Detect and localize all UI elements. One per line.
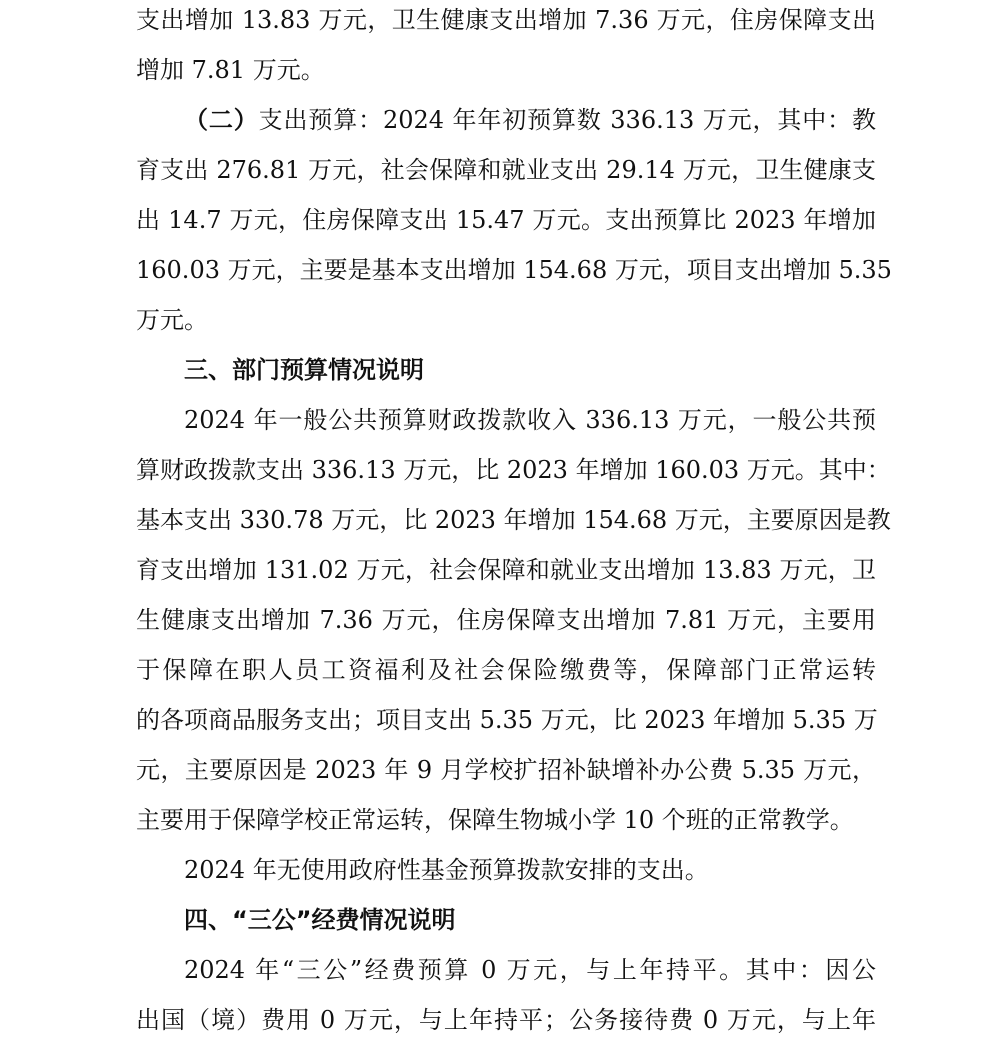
paragraph-line: 主要用于保障学校正常运转，保障生物城小学 10 个班的正常教学。 xyxy=(136,806,854,834)
section-heading: 四、“三公”经费情况说明 xyxy=(184,906,456,934)
subsection-line xyxy=(184,102,876,138)
subsection-label: （二） xyxy=(184,106,259,134)
paragraph-line: 算财政拨款支出 336.13 万元，比 2023 年增加 160.03 万元。其中： xyxy=(136,456,891,484)
paragraph-line: 2024 年无使用政府性基金预算拨款安排的支出。 xyxy=(184,856,709,884)
paragraph-line: 育支出增加 131.02 万元，社会保障和就业支出增加 13.83 万元，卫 xyxy=(136,556,876,584)
paragraph-line: 元，主要原因是 2023 年 9 月学校扩招补缺增补办公费 5.35 万元， xyxy=(136,756,876,784)
section-heading: 三、部门预算情况说明 xyxy=(184,356,424,384)
paragraph-line: 育支出 276.81 万元，社会保障和就业支出 29.14 万元，卫生健康支 xyxy=(136,156,876,184)
paragraph-line: 万元。 xyxy=(136,306,208,334)
paragraph-line: 160.03 万元，主要是基本支出增加 154.68 万元，项目支出增加 5.35 xyxy=(136,256,892,284)
paragraph-line: 生健康支出增加 7.36 万元，住房保障支出增加 7.81 万元，主要用 xyxy=(136,606,876,634)
paragraph-line: 基本支出 330.78 万元，比 2023 年增加 154.68 万元，主要原因是教 xyxy=(136,506,891,534)
paragraph-line: 2024 年一般公共预算财政拨款收入 336.13 万元，一般公共预 xyxy=(184,406,876,434)
subsection-text: 支出预算：2024 年年初预算数 336.13 万元，其中：教 xyxy=(258,106,876,134)
paragraph-line: 出国（境）费用 0 万元，与上年持平；公务接待费 0 万元，与上年 xyxy=(136,1006,876,1034)
paragraph-line: 2024 年“三公”经费预算 0 万元，与上年持平。其中：因公 xyxy=(184,956,876,984)
paragraph-line: 出 14.7 万元，住房保障支出 15.47 万元。支出预算比 2023 年增加 xyxy=(136,206,876,234)
paragraph-line: 的各项商品服务支出；项目支出 5.35 万元，比 2023 年增加 5.35 万 xyxy=(136,706,878,734)
paragraph-line: 于保障在职人员工资福利及社会保险缴费等，保障部门正常运转 xyxy=(136,656,876,684)
paragraph-line: 增加 7.81 万元。 xyxy=(136,56,325,84)
paragraph-line: 支出增加 13.83 万元，卫生健康支出增加 7.36 万元，住房保障支出 xyxy=(136,6,876,34)
